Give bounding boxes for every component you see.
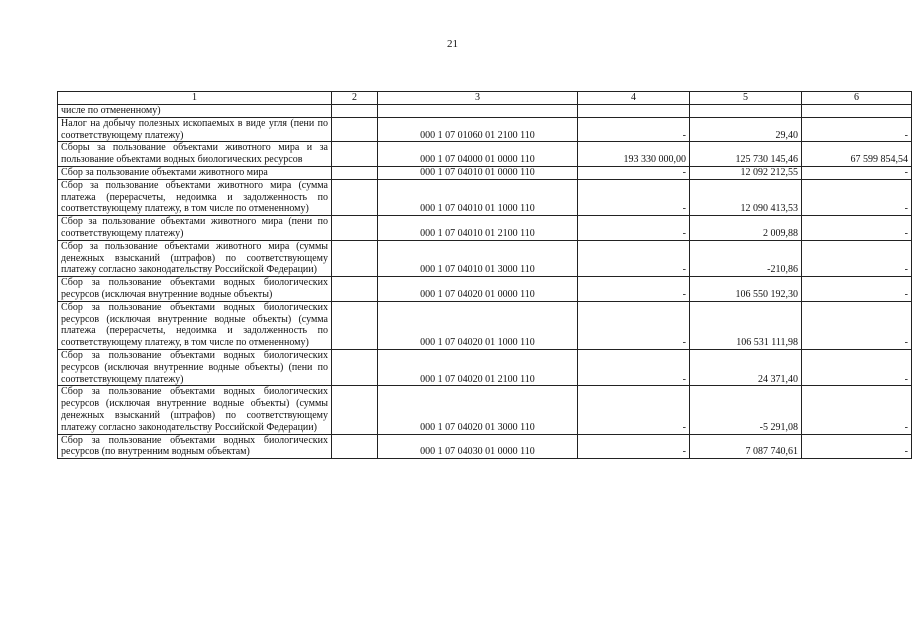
row-plan-cell: - <box>578 240 690 276</box>
row-remainder-cell: 67 599 854,54 <box>802 142 912 167</box>
row-name-cell: Сбор за пользование объектами водных биологических ресурсов (исключая внутренние водные объекты) <box>58 277 332 302</box>
row-actual-cell: 125 730 145,46 <box>690 142 802 167</box>
row-code-cell: 000 1 07 04030 01 0000 110 <box>378 434 578 459</box>
row-actual-cell: 106 550 192,30 <box>690 277 802 302</box>
row-col2-cell <box>332 386 378 434</box>
row-remainder-cell: - <box>802 434 912 459</box>
row-actual-cell: 29,40 <box>690 117 802 142</box>
row-name-cell: Сбор за пользование объектами водных биологических ресурсов (исключая внутренние водные объекты) (пени по соответствующему платежу) <box>58 349 332 385</box>
row-code-cell: 000 1 07 04010 01 0000 110 <box>378 166 578 179</box>
row-code-cell: 000 1 07 04020 01 2100 110 <box>378 349 578 385</box>
row-col2-cell <box>332 216 378 241</box>
row-code-cell: 000 1 07 04020 01 0000 110 <box>378 277 578 302</box>
row-code-cell: 000 1 07 04010 01 2100 110 <box>378 216 578 241</box>
row-name-cell: Сбор за пользование объектами водных биологических ресурсов (по внутренним водным объектам) <box>58 434 332 459</box>
row-remainder-cell: - <box>802 179 912 215</box>
header-col-3: 3 <box>378 92 578 105</box>
row-col2-cell <box>332 349 378 385</box>
row-actual-cell: -210,86 <box>690 240 802 276</box>
row-plan-cell: - <box>578 179 690 215</box>
row-code-cell: 000 1 07 04010 01 1000 110 <box>378 179 578 215</box>
row-name-cell: Сбор за пользование объектами животного мира (пени по соответствующему платежу) <box>58 216 332 241</box>
row-code-cell: 000 1 07 04020 01 3000 110 <box>378 386 578 434</box>
row-name-cell: Сбор за пользование объектами животного мира (суммы денежных взысканий (штрафов) по соответствующему платежу согласно законодательству Российской Федерации) <box>58 240 332 276</box>
row-actual-cell: -5 291,08 <box>690 386 802 434</box>
header-col-6: 6 <box>802 92 912 105</box>
row-actual-cell: 24 371,40 <box>690 349 802 385</box>
header-col-4: 4 <box>578 92 690 105</box>
row-name-cell: Сбор за пользование объектами водных биологических ресурсов (исключая внутренние водные объекты) (суммы денежных взысканий (штрафов) по соответствующему платежу согласно законодательству Российской Федерации) <box>58 386 332 434</box>
row-remainder-cell: - <box>802 216 912 241</box>
row-name-cell: Сбор за пользование объектами водных биологических ресурсов (исключая внутренние водные объекты) (сумма платежа (перерасчеты, недоимка и задолженность по соответствующему платежу, в том числе по отмененному) <box>58 301 332 349</box>
table-row <box>58 434 912 459</box>
row-code-cell: 000 1 07 04010 01 3000 110 <box>378 240 578 276</box>
row-code-cell <box>378 105 578 118</box>
table-row <box>58 117 912 142</box>
table-row <box>58 179 912 215</box>
row-remainder-cell: - <box>802 117 912 142</box>
row-remainder-cell: - <box>802 240 912 276</box>
row-plan-cell: - <box>578 166 690 179</box>
table-row <box>58 216 912 241</box>
row-col2-cell <box>332 240 378 276</box>
row-name-cell: Сбор за пользование объектами животного мира (сумма платежа (перерасчеты, недоимка и задолженность по соответствующему платежу, в том числе по отмененному) <box>58 179 332 215</box>
table-body <box>58 105 912 459</box>
table-row <box>58 386 912 434</box>
table-row <box>58 301 912 349</box>
table-row <box>58 349 912 385</box>
row-col2-cell <box>332 142 378 167</box>
header-col-1: 1 <box>58 92 332 105</box>
header-col-5: 5 <box>690 92 802 105</box>
header-row <box>58 92 912 105</box>
row-remainder-cell: - <box>802 301 912 349</box>
header-col-2: 2 <box>332 92 378 105</box>
row-name-cell: Сбор за пользование объектами животного мира <box>58 166 332 179</box>
row-remainder-cell: - <box>802 386 912 434</box>
row-col2-cell <box>332 105 378 118</box>
row-remainder-cell: - <box>802 277 912 302</box>
table-row <box>58 166 912 179</box>
row-plan-cell: - <box>578 117 690 142</box>
row-actual-cell: 106 531 111,98 <box>690 301 802 349</box>
row-actual-cell: 2 009,88 <box>690 216 802 241</box>
row-col2-cell <box>332 179 378 215</box>
row-plan-cell: - <box>578 386 690 434</box>
row-col2-cell <box>332 277 378 302</box>
row-name-cell: Налог на добычу полезных ископаемых в виде угля (пени по соответствующему платежу) <box>58 117 332 142</box>
row-actual-cell <box>690 105 802 118</box>
row-col2-cell <box>332 434 378 459</box>
row-plan-cell: - <box>578 216 690 241</box>
row-plan-cell: - <box>578 434 690 459</box>
row-code-cell: 000 1 07 01060 01 2100 110 <box>378 117 578 142</box>
row-col2-cell <box>332 166 378 179</box>
table-row <box>58 105 912 118</box>
row-remainder-cell: - <box>802 166 912 179</box>
row-remainder-cell <box>802 105 912 118</box>
table-row <box>58 142 912 167</box>
row-name-cell: Сборы за пользование объектами животного мира и за пользование объектами водных биологических ресурсов <box>58 142 332 167</box>
row-plan-cell: - <box>578 277 690 302</box>
row-plan-cell: - <box>578 349 690 385</box>
table-header <box>58 92 912 105</box>
row-name-cell: числе по отмененному) <box>58 105 332 118</box>
row-actual-cell: 12 090 413,53 <box>690 179 802 215</box>
budget-table <box>57 91 912 459</box>
row-code-cell: 000 1 07 04000 01 0000 110 <box>378 142 578 167</box>
row-plan-cell <box>578 105 690 118</box>
row-code-cell: 000 1 07 04020 01 1000 110 <box>378 301 578 349</box>
row-plan-cell: 193 330 000,00 <box>578 142 690 167</box>
row-actual-cell: 12 092 212,55 <box>690 166 802 179</box>
row-actual-cell: 7 087 740,61 <box>690 434 802 459</box>
table-row <box>58 240 912 276</box>
row-remainder-cell: - <box>802 349 912 385</box>
page-number: 21 <box>447 38 458 50</box>
row-col2-cell <box>332 117 378 142</box>
table-row <box>58 277 912 302</box>
row-col2-cell <box>332 301 378 349</box>
row-plan-cell: - <box>578 301 690 349</box>
